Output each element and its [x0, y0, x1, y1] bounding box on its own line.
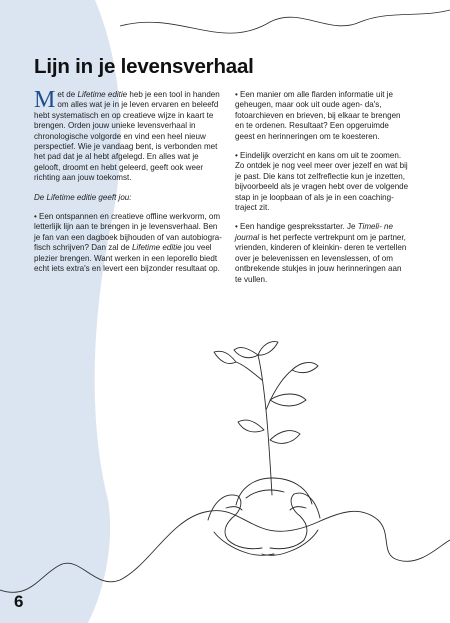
bullet-offline-workform: • Een ontspannen en creatieve offline werkvorm, om letterlijk lijn aan te brengen in je levensverhaal. Ben je fan van een dagboek bijhouden of van autobiogra- fisch schrijven? Dan zal de Lifetime editie jou veel plezier brengen. Want werken in een leporello biedt echt iets extra's en levert een bijzonder resultaat op.: [34, 212, 222, 274]
right-column: [235, 90, 410, 294]
intro-emphasis: Lifetime editie: [77, 90, 128, 99]
bullet-conversation-starter: • Een handige gespreksstarter. Je Timeli- ne journal is het perfecte vertrekpunt om je partner, vrienden, kinderen of kleinkin- deren te vertellen over je belevenissen en levenslessen, of om ontbrekende stukjes in jouw herinneringen aan te vullen.: [235, 222, 407, 284]
intro-text-a: et de: [57, 90, 78, 99]
top-decorative-line: [120, 10, 450, 33]
page-title: Lijn in je levensverhaal: [34, 55, 254, 78]
page-number: 6: [14, 592, 24, 611]
intro-paragraph: [34, 87, 225, 184]
intro-text-b: heb je een tool in handen om alles wat je in je leven ervaren en beleefd hebt systematisch en op creatieve wijze in kaart te brengen. Orden jouw unieke levensverhaal in chronologische volgorde en vind een heel nieuw perspectief. Wie je vandaag bent, is verbonden met het pad dat je al hebt afgelegd. En alles wat je gelooft, droomt en hebt geleerd, geeft ook weer richting aan jouw toekomst.: [34, 90, 220, 183]
bullet-overview: • Eindelijk overzicht en kans om uit te zoomen. Zo ontdek je nog veel meer over jezelf en wat bij je past. Die kans tot zelfreflectie kun je inzetten, bijvoorbeeld als je vragen hebt over de volgende stap in je loopbaan of als je in een coaching- traject zit.: [235, 151, 409, 213]
gives-label: De Lifetime editie geeft jou:: [34, 192, 132, 202]
left-column: [34, 87, 225, 284]
bullet-memory-collect: • Een manier om alle flarden informatie uit je geheugen, maar ook uit oude agen- da's, fotoarchieven en brieven, bij elkaar te brengen en te ordenen. Resultaat? Een opgeruimde geest en herinneringen om te koesteren.: [235, 90, 401, 141]
dropcap-letter: M: [34, 87, 56, 113]
